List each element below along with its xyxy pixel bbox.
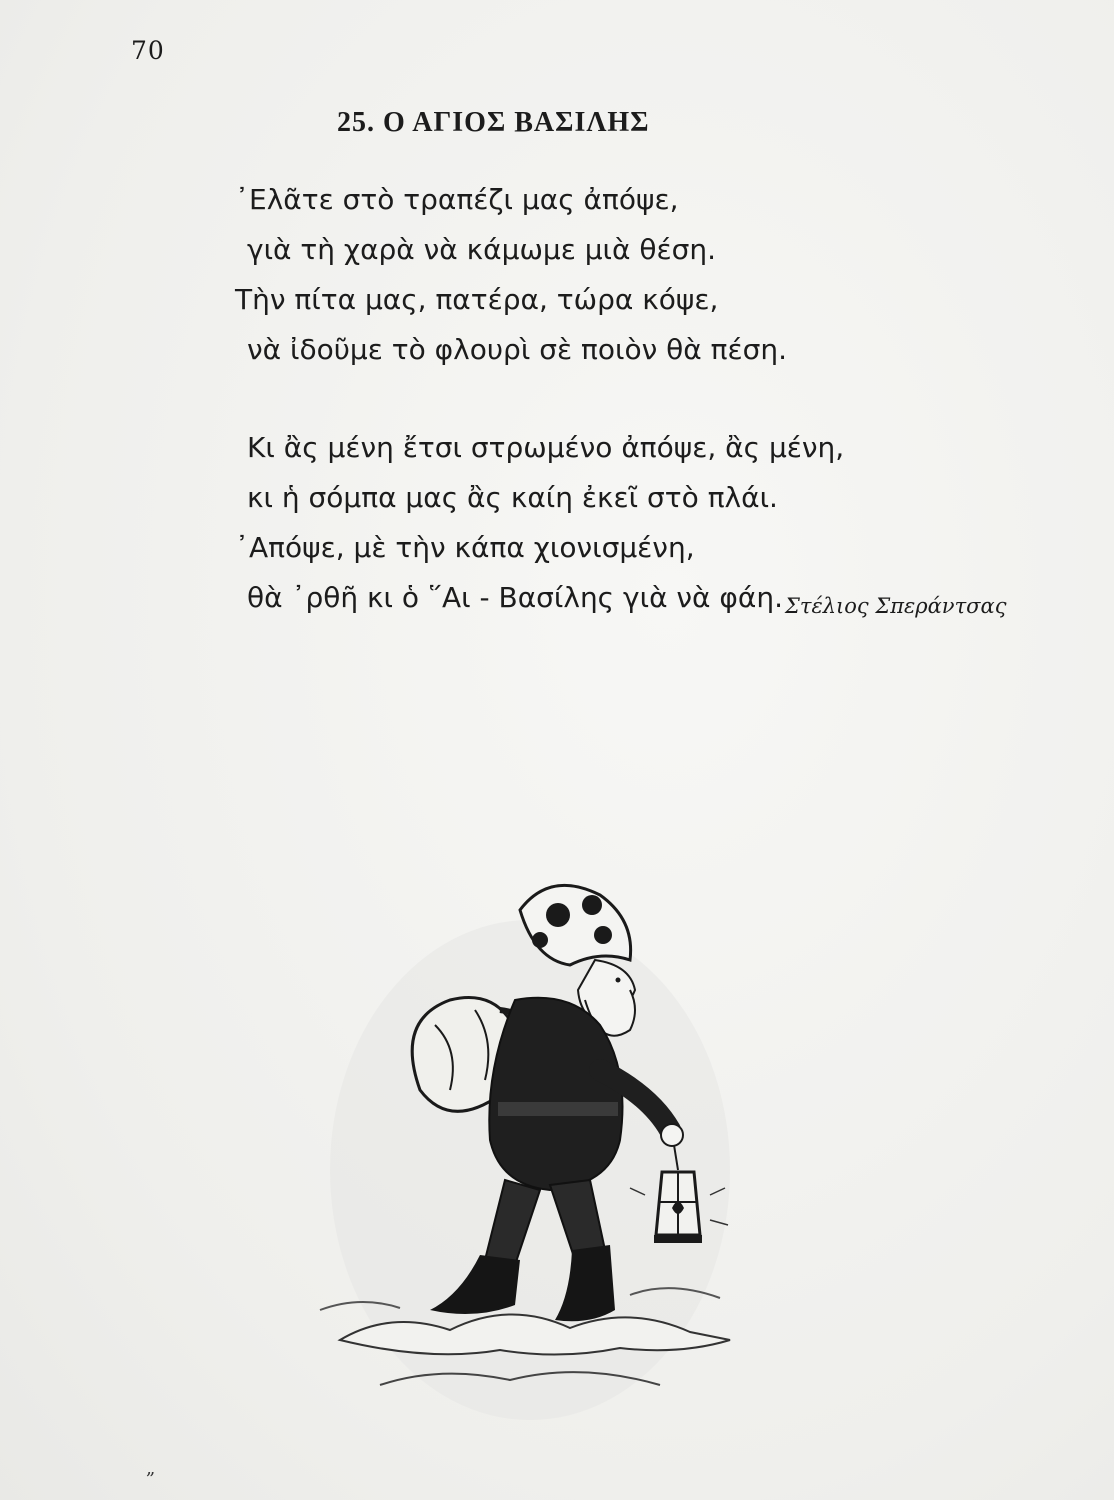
saint-basil-illustration-icon (300, 840, 780, 1420)
poem-author: Στέλιος Σπεράντσας (785, 594, 1007, 618)
poem-line: νὰ ἰδοῦμε τὸ φλουρὶ σὲ ποιὸν θὰ πέση. (247, 333, 787, 366)
poem-line: θὰ ᾿ρθῆ κι ὁ ῞Αι - Βασίλης γιὰ νὰ φάη. (247, 581, 783, 614)
poem-line: γιὰ τὴ χαρὰ νὰ κάμωμε μιὰ θέση. (247, 233, 717, 266)
poem-line: Κι ἂς μένη ἔτσι στρωμένο ἀπόψε, ἂς μένη, (247, 431, 845, 464)
stanza-gap (235, 375, 955, 423)
page-corner-mark: „ (146, 1458, 156, 1479)
poem-line: κι ἡ σόμπα μας ἂς καίη ἐκεῖ στὸ πλάι. (247, 481, 778, 514)
poem-line: Τὴν πίτα μας, πατέρα, τώρα κόψε, (235, 283, 719, 316)
page-number: 70 (131, 36, 165, 65)
poem-body (235, 175, 955, 623)
poem-line: ᾿Ελᾶτε στὸ τραπέζι μας ἀπόψε, (235, 183, 679, 216)
poem-title: 25. Ο ΑΓΙΟΣ ΒΑΣΙΛΗΣ (337, 107, 650, 138)
poem-line: ᾿Απόψε, μὲ τὴν κάπα χιονισμένη, (235, 531, 695, 564)
